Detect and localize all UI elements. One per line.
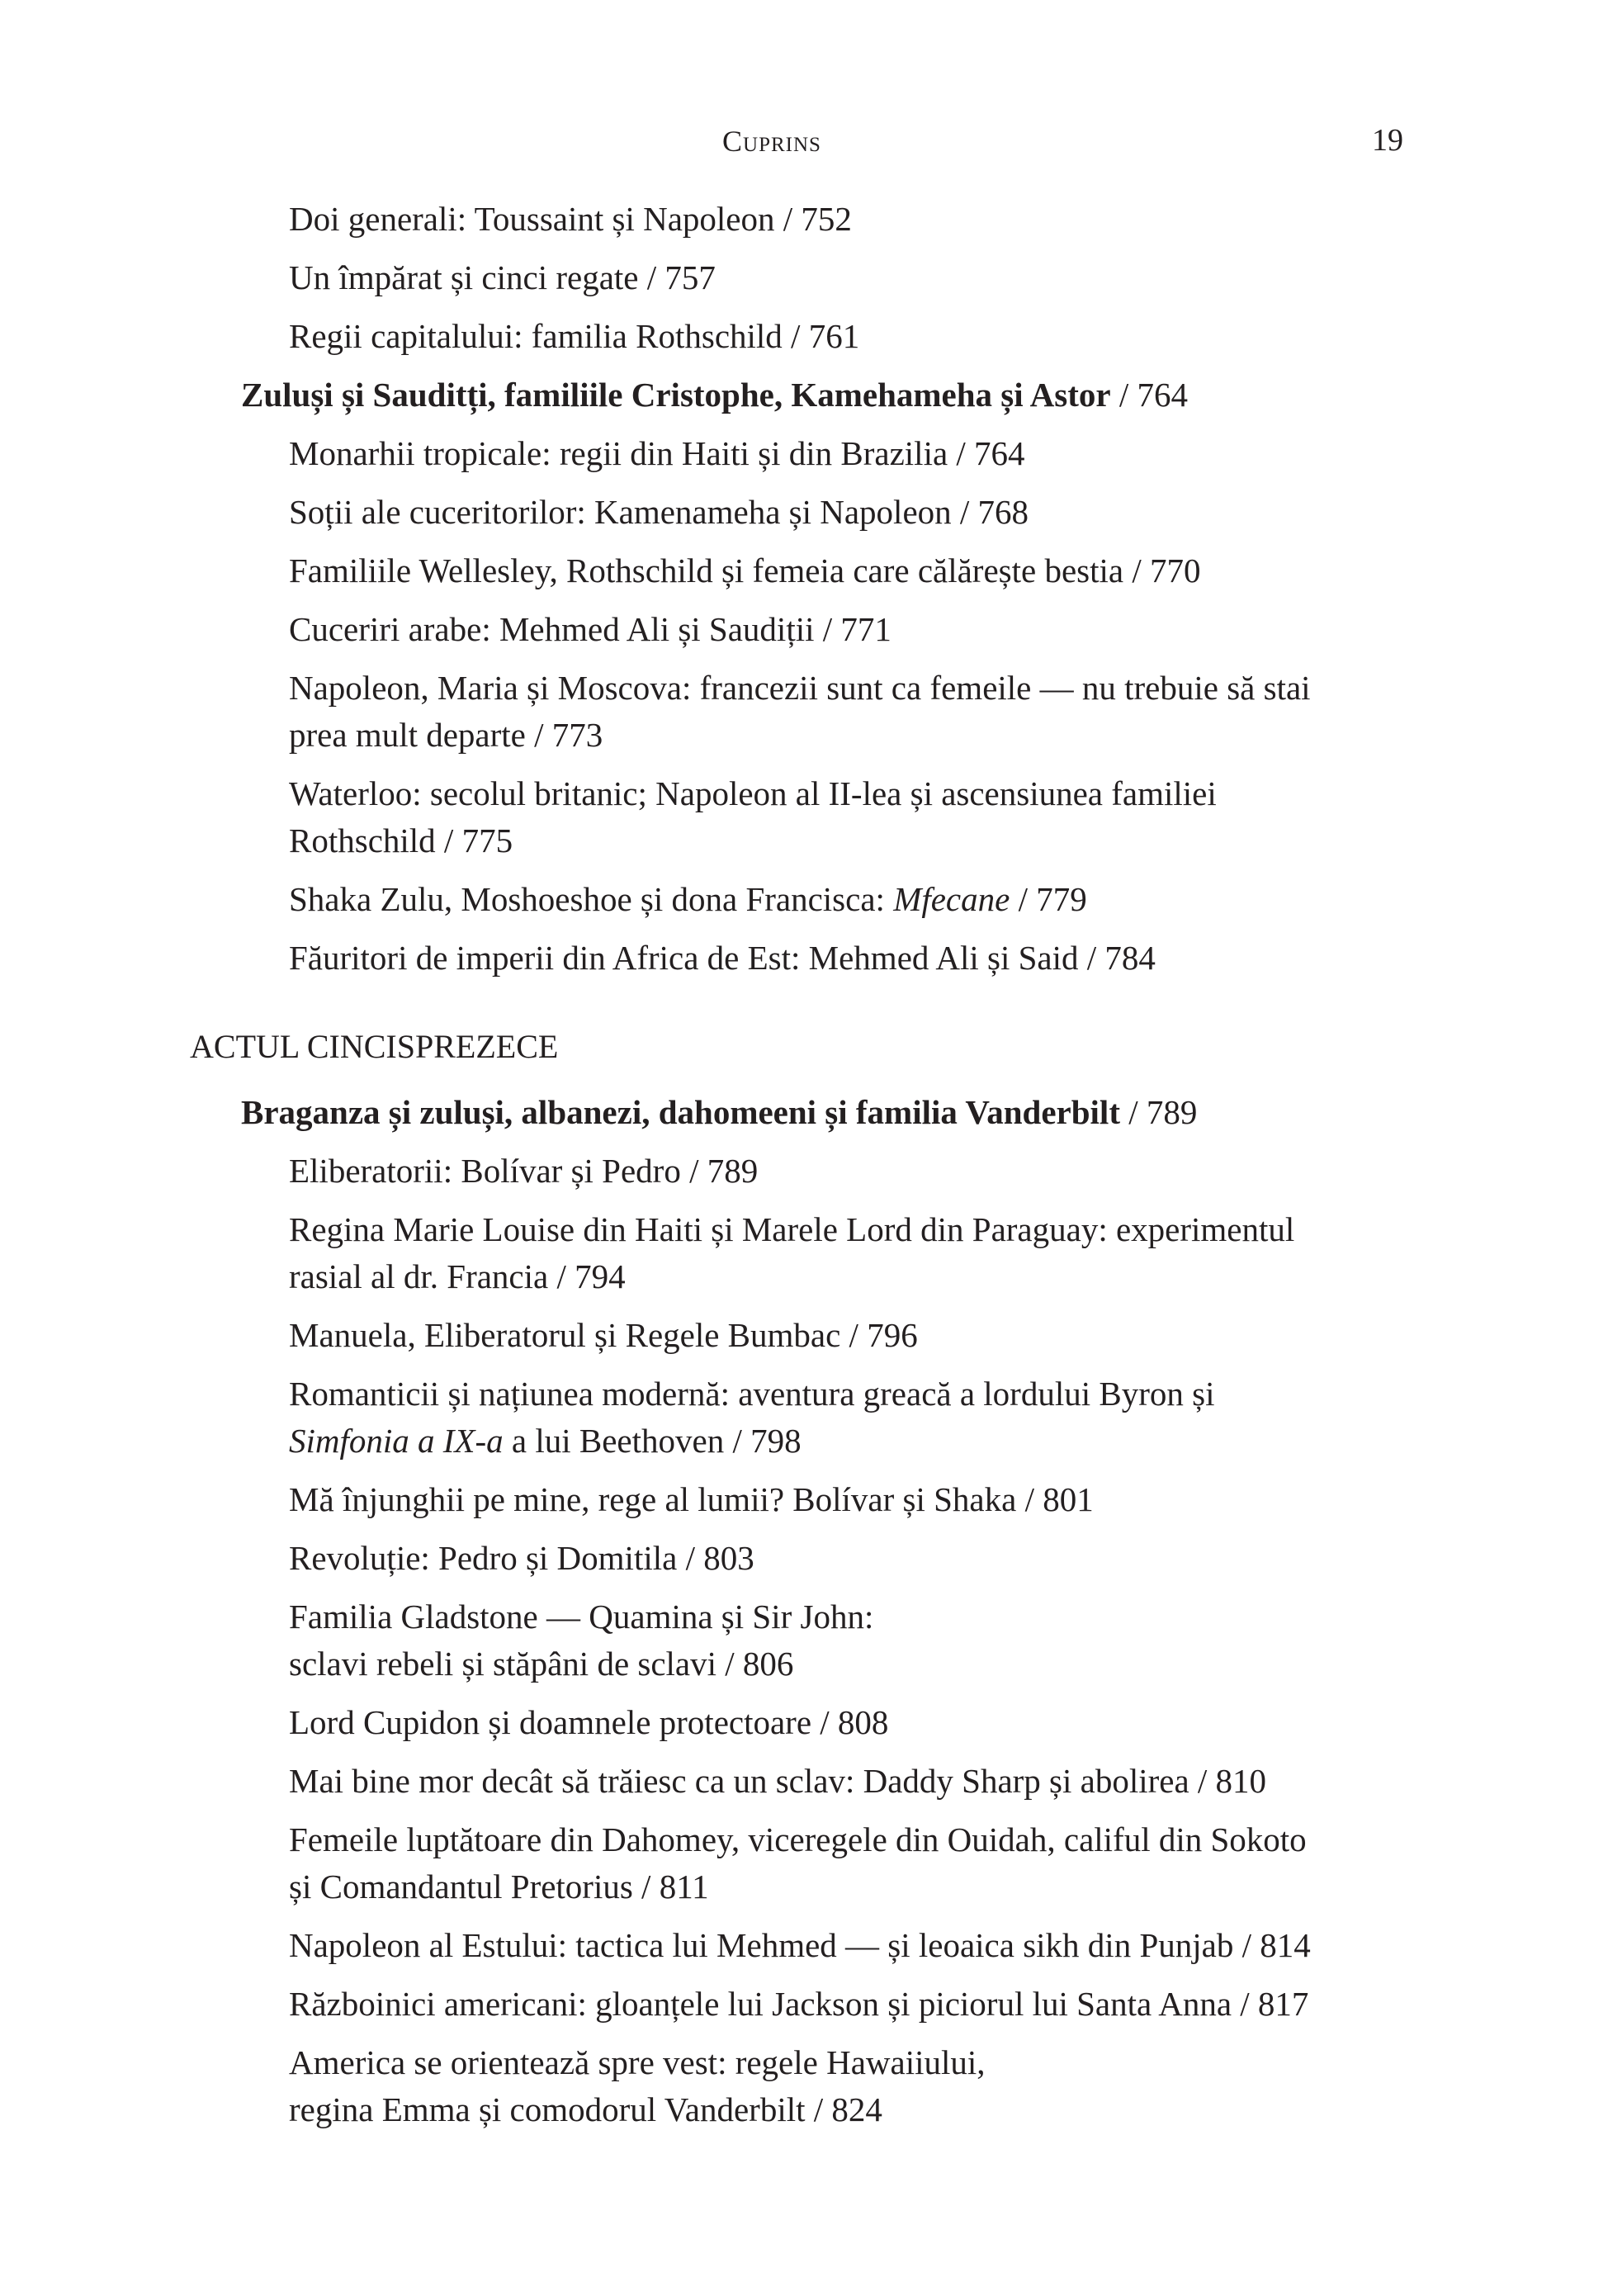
entry-text: Monarhii tropicale: regii din Haiti și din Brazilia / 764 [289,434,1025,472]
entry-text: Mă înjunghii pe mine, rege al lumii? Bolívar și Shaka / 801 [289,1480,1094,1518]
entry-text: regina Emma și comodorul Vanderbilt / 824 [289,2090,882,2128]
toc-entry-line [0,2039,1608,2086]
toc-entry-line [0,1640,1608,1688]
toc-entry [0,1535,1608,1582]
entry-text: Făuritori de imperii din Africa de Est: Mehmed Ali și Said / 784 [289,939,1156,977]
toc-entry [0,1758,1608,1805]
toc-entry-line [0,1023,1608,1070]
toc-entry-line [0,1535,1608,1582]
entry-text: Manuela, Eliberatorul și Regele Bumbac / 796 [289,1316,918,1354]
toc-entry [0,1148,1608,1195]
toc-entry [0,254,1608,301]
entry-text: Romanticii și națiunea modernă: aventura greacă a lordului Byron și [289,1375,1215,1413]
entry-text: / 789 [1119,1093,1198,1131]
toc-entry-line [0,1593,1608,1640]
entry-text: Shaka Zulu, Moshoeshoe și dona Francisca: [289,880,894,918]
entry-text: Doi generali: Toussaint și Napoleon / 752 [289,200,852,238]
toc-entry-line [0,254,1608,301]
toc-entry-line [0,1089,1608,1136]
toc-entry [0,430,1608,477]
toc-entry-line [0,372,1608,419]
toc-entry-line [0,1981,1608,2028]
entry-text: Lord Cupidon și doamnele protectoare / 808 [289,1703,889,1741]
toc-chapter-entry [0,1089,1608,1136]
toc-entry-line [0,1699,1608,1746]
entry-text: Regii capitalului: familia Rothschild / 761 [289,317,860,355]
toc-entry-line [0,1922,1608,1969]
toc-entry-line [0,2086,1608,2133]
toc-entry-line [0,1758,1608,1805]
toc-entry-line [0,770,1608,817]
toc-entry-line [0,935,1608,982]
entry-text: / 764 [1110,376,1188,414]
toc-entry [0,1981,1608,2028]
toc-entry-line [0,1312,1608,1359]
toc-entry-line [0,1206,1608,1253]
toc-entry-line [0,547,1608,594]
entry-text: America se orientează spre vest: regele Hawaiiului, [289,2043,986,2081]
toc-entry-line [0,1418,1608,1465]
entry-text: și Comandantul Pretorius / 811 [289,1868,709,1905]
toc-entry [0,1922,1608,1969]
toc-entry [0,770,1608,864]
toc-entry [0,1476,1608,1523]
toc-entry-line [0,1863,1608,1910]
toc-entry-line [0,1253,1608,1300]
toc-entry [0,489,1608,536]
toc-entry [0,606,1608,653]
entry-text: Familia Gladstone — Quamina și Sir John: [289,1598,874,1636]
toc-entry-line [0,606,1608,653]
toc-entry-line [0,876,1608,923]
entry-text: Regina Marie Louise din Haiti și Marele Lord din Paraguay: experimentul [289,1210,1295,1248]
entry-text: Napoleon al Estului: tactica lui Mehmed — și leoaica sikh din Punjab / 814 [289,1926,1311,1964]
toc-entry [0,876,1608,923]
entry-text: Rothschild / 775 [289,821,513,859]
entry-text: Cuceriri arabe: Mehmed Ali și Saudiții / 771 [289,610,891,648]
table-of-contents [0,196,1608,2133]
italic-title: Mfecane [893,880,1010,918]
entry-text: sclavi rebeli și stăpâni de sclavi / 806 [289,1645,794,1683]
toc-act-heading [0,1023,1608,1070]
entry-text: Mai bine mor decât să trăiesc ca un sclav: Daddy Sharp și abolirea / 810 [289,1762,1267,1800]
toc-entry-line [0,665,1608,712]
entry-text: Eliberatorii: Bolívar și Pedro / 789 [289,1152,759,1190]
toc-entry [0,1370,1608,1465]
toc-entry [0,1312,1608,1359]
entry-text: Un împărat și cinci regate / 757 [289,258,716,296]
toc-entry [0,1206,1608,1300]
toc-entry-line [0,430,1608,477]
toc-entry-line [0,1148,1608,1195]
toc-entry [0,1593,1608,1688]
chapter-title: Braganza și zuluși, albanezi, dahomeeni și familia Vanderbilt [241,1093,1120,1131]
entry-text: Napoleon, Maria și Moscova: francezii sunt ca femeile — nu trebuie să stai [289,669,1311,707]
entry-text: ACTUL CINCISPREZECE [190,1028,559,1065]
entry-text: Războinici americani: gloanțele lui Jackson și piciorul lui Santa Anna / 817 [289,1985,1309,2023]
toc-entry-line [0,712,1608,759]
entry-text: Waterloo: secolul britanic; Napoleon al II-lea și ascensiunea familiei [289,774,1217,812]
toc-entry [0,935,1608,982]
toc-entry [0,313,1608,360]
toc-entry [0,1699,1608,1746]
toc-entry-line [0,1816,1608,1863]
italic-title: Simfonia a IX-a [289,1422,504,1460]
entry-text: a lui Beethoven / 798 [503,1422,802,1460]
toc-entry [0,547,1608,594]
toc-entry-line [0,489,1608,536]
toc-entry-line [0,1370,1608,1418]
entry-text: Femeile luptătoare din Dahomey, viceregele din Ouidah, califul din Sokoto [289,1820,1307,1858]
toc-entry-line [0,817,1608,864]
toc-entry-line [0,1476,1608,1523]
chapter-title: Zuluși și Sauditți, familiile Cristophe, Kamehameha și Astor [241,376,1111,414]
entry-text: / 779 [1010,880,1087,918]
toc-entry-line [0,196,1608,243]
toc-entry [0,2039,1608,2133]
entry-text: Soții ale cuceritorilor: Kamenameha și Napoleon / 768 [289,493,1029,531]
running-header-title: Cuprins [722,125,821,158]
page-number: 19 [1372,123,1403,158]
entry-text: Familiile Wellesley, Rothschild și femeia care călărește bestia / 770 [289,552,1201,589]
entry-text: prea mult departe / 773 [289,716,603,754]
toc-entry [0,665,1608,759]
entry-text: rasial al dr. Francia / 794 [289,1257,626,1295]
toc-entry-line [0,313,1608,360]
toc-entry [0,196,1608,243]
toc-entry [0,1816,1608,1910]
toc-chapter-entry [0,372,1608,419]
entry-text: Revoluție: Pedro și Domitila / 803 [289,1539,754,1577]
